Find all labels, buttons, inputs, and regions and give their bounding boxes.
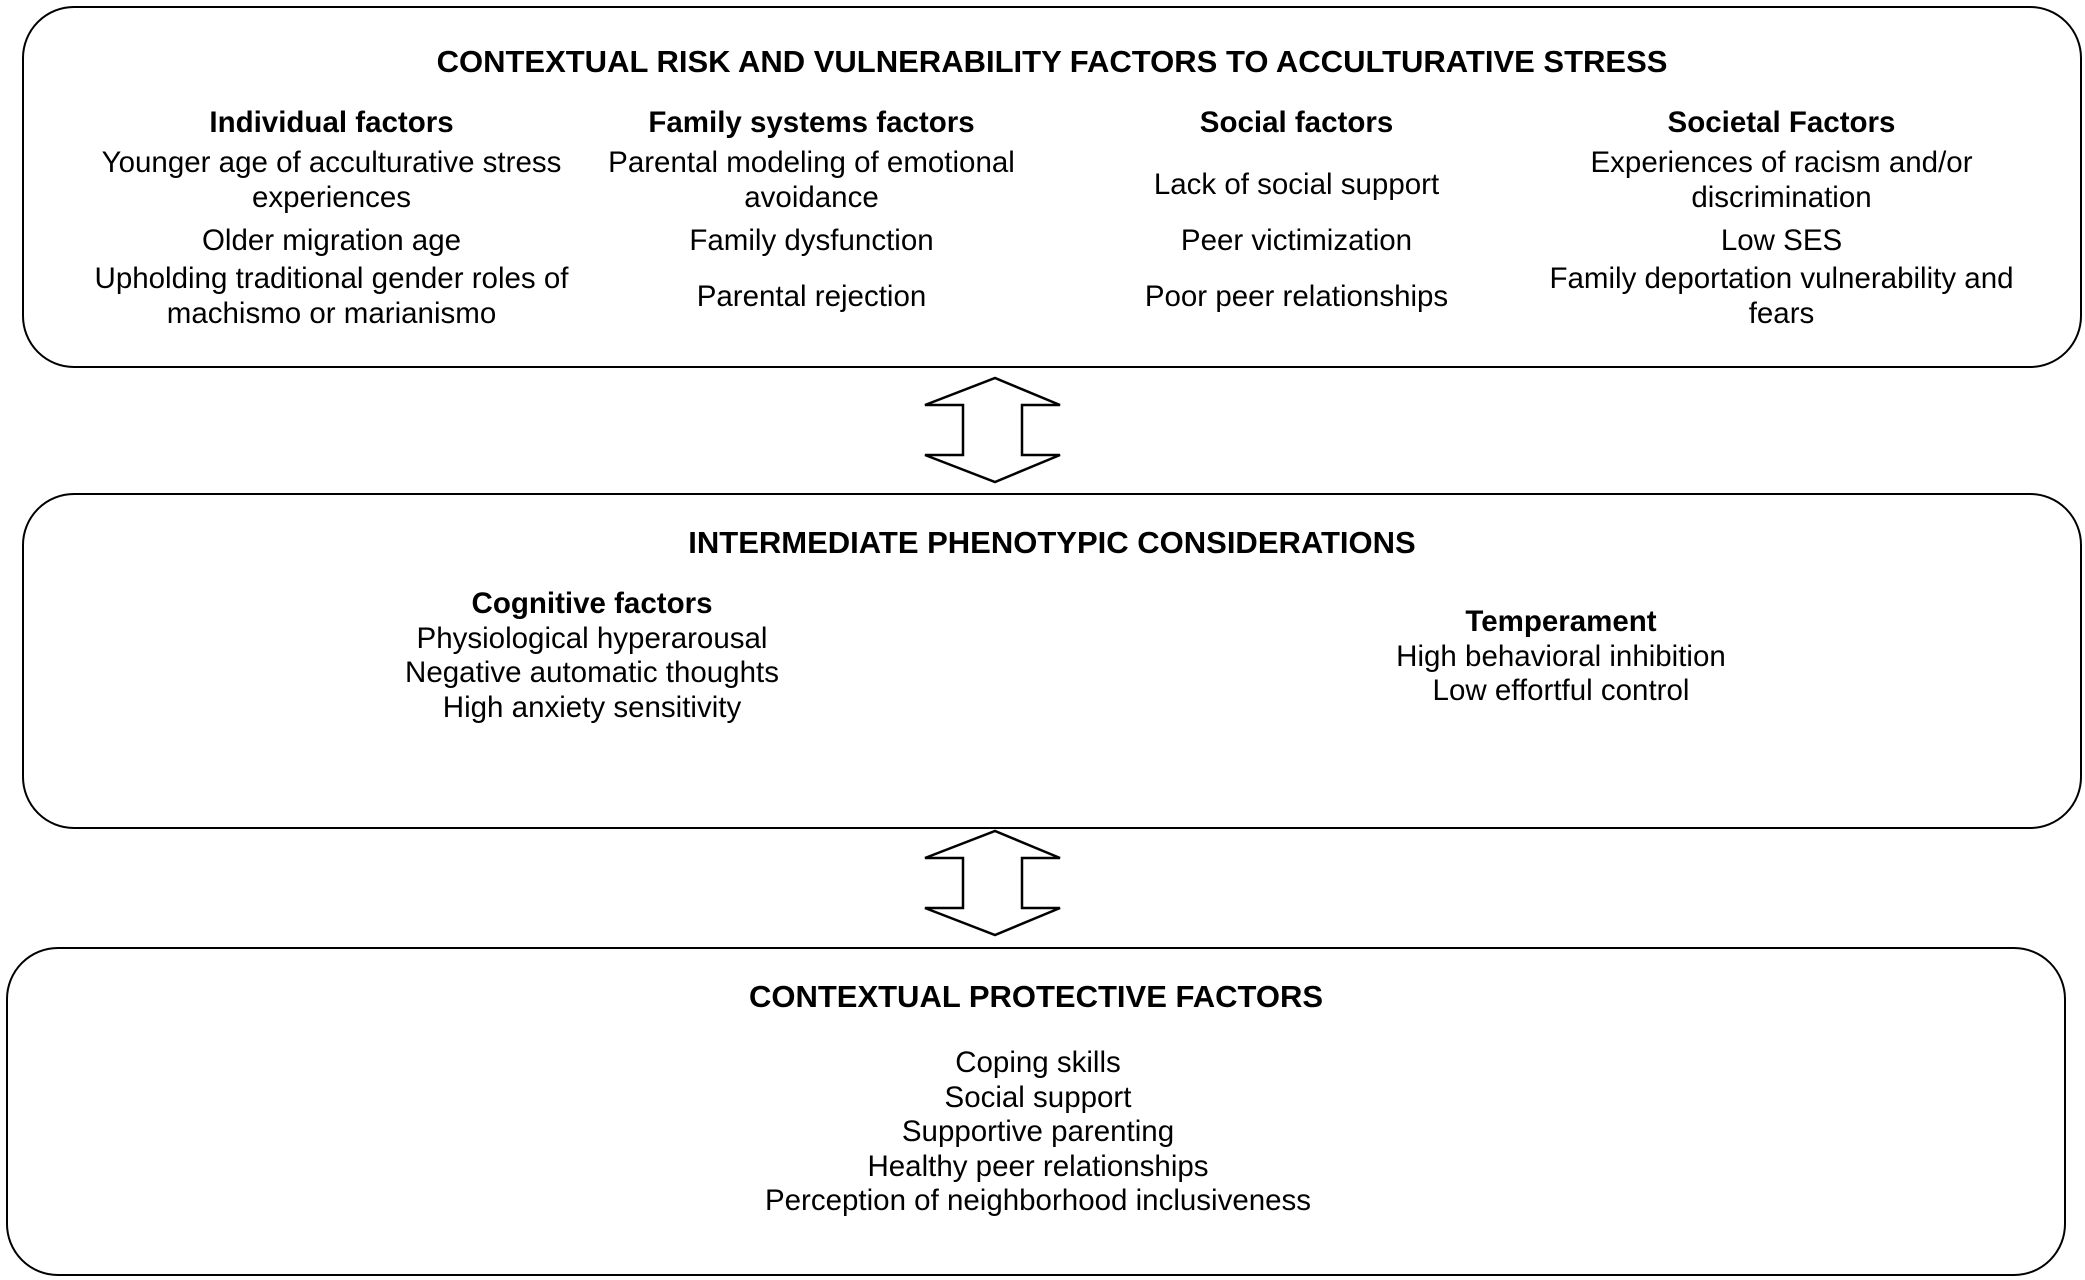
societal-factors-column	[1514, 106, 2049, 330]
protective-item: Supportive parenting	[901, 1115, 1175, 1148]
risk-item: Low SES	[1720, 224, 1843, 257]
risk-item: Parental modeling of emotional avoidance	[608, 146, 1015, 214]
temperament-column	[1261, 605, 1861, 709]
family-systems-factors-column	[544, 106, 1079, 313]
column-heading: Temperament	[1465, 605, 1657, 638]
protective-item: Social support	[944, 1080, 1132, 1114]
risk-factors-title: CONTEXTUAL RISK AND VULNERABILITY FACTORS TO ACCULTURATIVE STRESS	[436, 44, 1668, 79]
risk-item: Family dysfunction	[689, 224, 934, 257]
double-arrow-icon	[920, 828, 1070, 938]
risk-item: Older migration age	[201, 224, 462, 257]
cognitive-factors-column	[292, 587, 892, 725]
cognitive-item: High anxiety sensitivity	[442, 690, 742, 724]
social-factors-column	[1029, 106, 1564, 313]
column-heading: Societal Factors	[1667, 106, 1896, 139]
risk-factors-box	[22, 6, 2082, 368]
risk-item: Poor peer relationships	[1144, 280, 1449, 313]
column-heading: Individual factors	[209, 106, 454, 139]
protective-item: Perception of neighborhood inclusiveness	[764, 1184, 1312, 1217]
risk-item: Younger age of acculturative stress experiences	[101, 146, 562, 214]
temperament-item: Low effortful control	[1432, 674, 1690, 707]
risk-item: Upholding traditional gender roles of machismo or marianismo	[94, 262, 569, 330]
individual-factors-column	[64, 106, 599, 330]
risk-item: Experiences of racism and/or discrimination	[1590, 146, 1973, 214]
double-arrow-icon	[920, 375, 1070, 485]
protective-factors-title: CONTEXTUAL PROTECTIVE FACTORS	[748, 979, 1324, 1014]
protective-item: Coping skills	[955, 1046, 1121, 1079]
protective-factors-list	[538, 1046, 1538, 1219]
risk-item: Parental rejection	[696, 280, 927, 313]
column-heading: Social factors	[1199, 106, 1394, 139]
protective-item: Healthy peer relationships	[867, 1149, 1209, 1183]
temperament-item: High behavioral inhibition	[1396, 639, 1726, 673]
risk-item: Lack of social support	[1153, 168, 1440, 201]
cognitive-item: Physiological hyperarousal	[416, 621, 768, 655]
cognitive-item: Negative automatic thoughts	[405, 656, 779, 689]
intermediate-considerations-title: INTERMEDIATE PHENOTYPIC CONSIDERATIONS	[688, 525, 1416, 560]
risk-item: Family deportation vulnerability and fears	[1549, 262, 2014, 330]
column-heading: Cognitive factors	[471, 587, 713, 620]
column-heading: Family systems factors	[648, 106, 975, 139]
protective-factors-box	[6, 947, 2066, 1276]
risk-item: Peer victimization	[1180, 224, 1413, 257]
intermediate-considerations-box	[22, 493, 2082, 829]
